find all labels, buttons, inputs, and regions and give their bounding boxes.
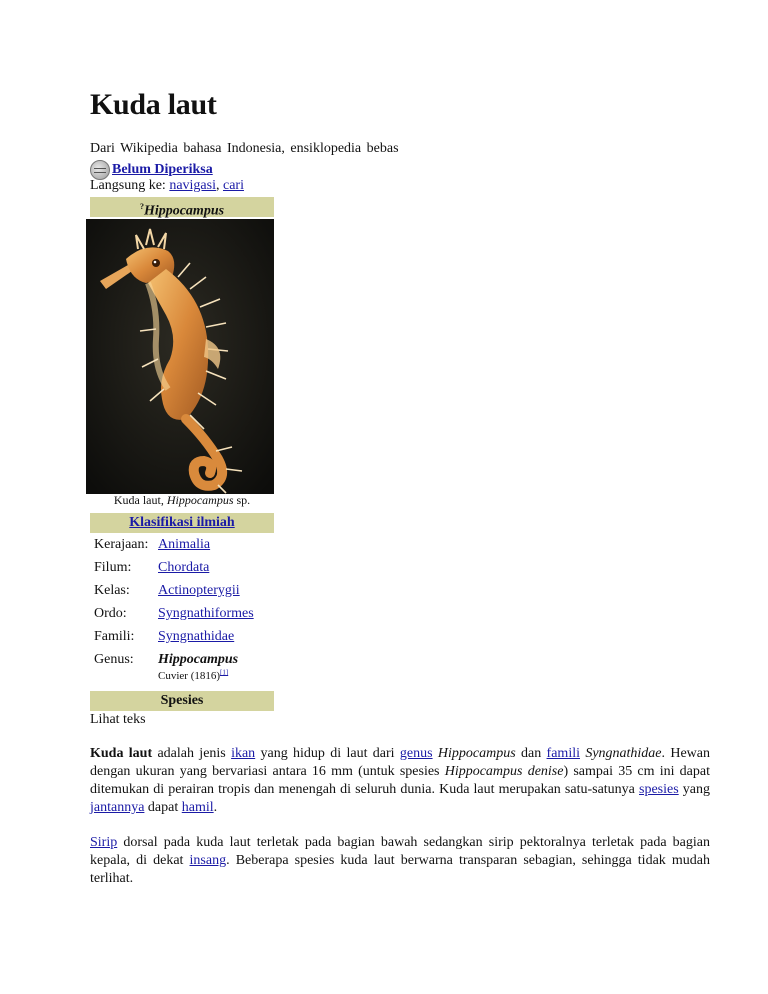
- taxon-link-ordo[interactable]: Syngnathiformes: [158, 606, 254, 621]
- table-row: [92, 537, 258, 560]
- caption-genus: Hippocampus: [166, 493, 234, 507]
- jump-to-nav: [90, 178, 244, 194]
- classification-link[interactable]: Klasifikasi ilmiah: [129, 515, 235, 530]
- species-text: Lihat teks: [90, 712, 146, 727]
- caption-suffix: sp.: [236, 493, 251, 507]
- link-hamil[interactable]: hamil: [181, 800, 214, 815]
- author-ref-link[interactable]: [1]: [220, 668, 229, 677]
- page-title: Kuda laut: [90, 88, 217, 121]
- taxon-link-filum[interactable]: Chordata: [158, 560, 210, 575]
- review-status: [90, 160, 213, 180]
- italic-run: Hippocampus denise: [444, 764, 564, 779]
- table-row: [92, 629, 258, 652]
- table-row: [92, 606, 258, 629]
- review-status-icon: [90, 160, 110, 180]
- taxon-rank: Filum:: [94, 560, 132, 575]
- image-caption: [90, 493, 274, 508]
- text-run: dan: [515, 746, 547, 761]
- infobox-title-sup: ?: [139, 202, 144, 211]
- taxon-rank: Genus:: [94, 652, 134, 667]
- taxon-genus-value: Hippocampus: [158, 652, 239, 667]
- text-run: yang hidup di laut dari: [255, 746, 400, 761]
- text-run: . Beberapa spesies kuda laut berwarna transparan sebagian, sehingga tidak mudah terlihat.: [90, 853, 710, 886]
- text-run: .: [213, 800, 218, 815]
- species-header: Spesies: [90, 691, 274, 711]
- text-run: dorsal pada kuda laut terletak pada bagian bawah sedangkan sirip pektoralnya terletak pada bagian kepala, di dekat: [90, 835, 710, 868]
- author-text: Cuvier (1816): [158, 670, 221, 682]
- seahorse-image-icon: [86, 219, 274, 494]
- review-status-link[interactable]: Belum Diperiksa: [112, 162, 213, 177]
- taxon-link-famili[interactable]: Syngnathidae: [158, 629, 235, 644]
- taxon-rank: Kelas:: [94, 583, 130, 598]
- taxon-author: [158, 670, 228, 682]
- table-row: [92, 583, 258, 606]
- taxon-rank: Famili:: [94, 629, 135, 644]
- taxonomy-table: [92, 537, 258, 689]
- table-row: [92, 560, 258, 583]
- text-run: . Hewan dengan ukuran yang bervariasi antara 16 mm (untuk spesies: [90, 746, 711, 779]
- text-run: dapat: [144, 800, 182, 815]
- link-jantannya[interactable]: jantannya: [90, 800, 145, 815]
- paragraph-intro: [90, 745, 710, 817]
- taxon-link-kerajaan[interactable]: Animalia: [158, 537, 211, 552]
- nav-link-cari[interactable]: cari: [222, 178, 244, 193]
- infobox-title-text: Hippocampus: [143, 203, 225, 219]
- text-run: ) sampai 35 cm ini dapat ditemukan di perairan tropis dan menengah di seluruh dunia. Kuda laut merupakan satu-satunya: [90, 764, 710, 797]
- link-ikan[interactable]: ikan: [231, 746, 256, 761]
- italic-run: Hippocampus: [437, 746, 516, 761]
- infobox-title: [90, 197, 274, 217]
- paragraph-fins: [90, 834, 710, 888]
- classification-header: [90, 513, 274, 533]
- link-sirip[interactable]: Sirip: [90, 835, 118, 850]
- link-famili[interactable]: famili: [546, 746, 580, 761]
- site-tagline: Dari Wikipedia bahasa Indonesia, ensiklopedia bebas: [90, 141, 399, 156]
- table-row: [92, 652, 258, 689]
- text-run: yang: [678, 782, 710, 797]
- taxon-link-kelas[interactable]: Actinopterygii: [158, 583, 240, 598]
- caption-prefix: Kuda laut,: [113, 493, 164, 507]
- seahorse-photo: [86, 219, 274, 494]
- italic-run: Syngnathidae: [585, 746, 662, 761]
- nav-separator: ,: [215, 178, 220, 193]
- taxon-rank: Kerajaan:: [94, 537, 149, 552]
- taxon-rank: Ordo:: [94, 606, 127, 621]
- text-run: adalah jenis: [152, 746, 232, 761]
- link-spesies[interactable]: spesies: [639, 782, 679, 797]
- link-insang[interactable]: insang: [189, 853, 227, 868]
- nav-link-navigasi[interactable]: navigasi: [169, 178, 216, 193]
- link-genus[interactable]: genus: [399, 746, 433, 761]
- jump-to-label: Langsung ke:: [90, 178, 166, 193]
- term-bold: Kuda laut: [90, 746, 153, 761]
